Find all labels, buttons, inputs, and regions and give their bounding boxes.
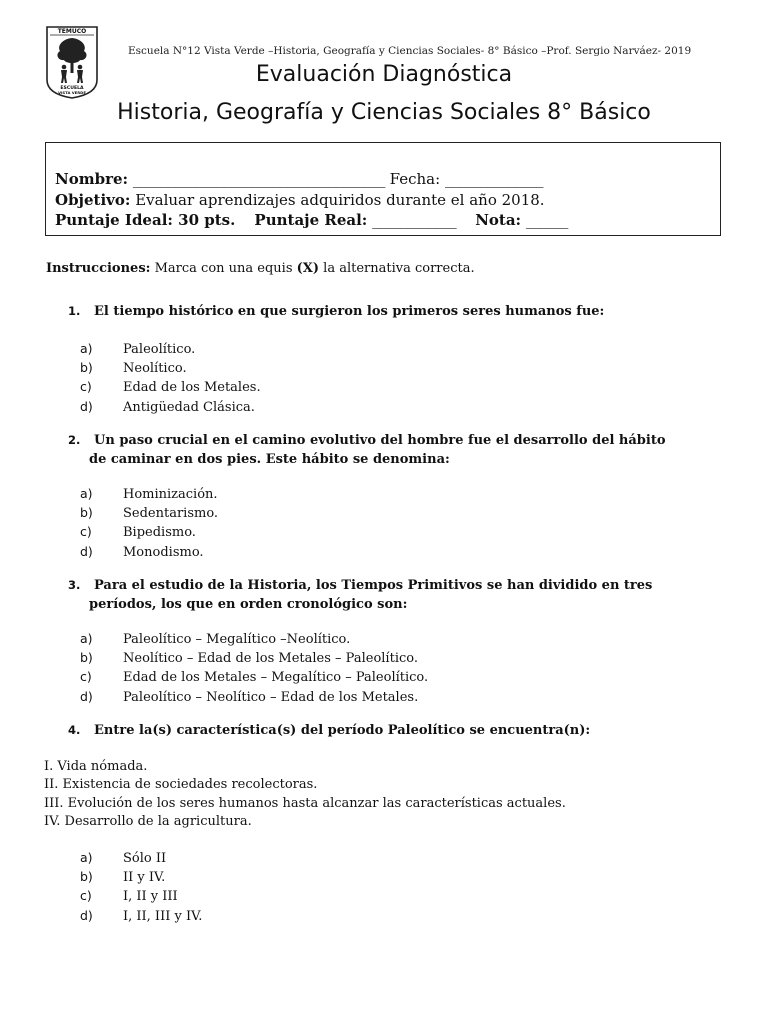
instructions-text-end: la alternativa correcta. [323, 261, 475, 276]
question-3-options [80, 630, 428, 707]
option-c[interactable]: c) Edad de los Metales – Megalítico – Paleolítico. [80, 669, 429, 686]
puntaje-ideal-label: Puntaje Ideal: 30 pts. [55, 211, 236, 229]
option-b[interactable]: b) II y IV. [80, 869, 166, 886]
option-a[interactable]: a) Sólo II [80, 850, 167, 866]
question-4-options [80, 849, 202, 926]
question-text: Para el estudio de la Historia, los Tiempos Primitivos se han dividido en tres [94, 578, 653, 593]
page-title: Evaluación Diagnóstica [255, 62, 513, 87]
nombre-field[interactable]: ____________________________________ [132, 170, 385, 188]
nota-field[interactable]: ______ [525, 211, 568, 229]
objetivo-row [55, 190, 720, 211]
question-2-options [80, 485, 218, 562]
question-1 [68, 302, 722, 321]
question-number: 3. [68, 578, 81, 592]
option-a[interactable]: a) Paleolítico. [80, 341, 196, 357]
objetivo-label: Objetivo: [55, 190, 131, 209]
question-number: 4. [68, 723, 81, 737]
puntaje-real-label: Puntaje Real: [254, 211, 368, 229]
school-header-line: Escuela N°12 Vista Verde –Historia, Geografía y Ciencias Sociales- 8° Básico –Prof. Sergio Narváez- 2019 [128, 45, 692, 57]
instructions-mark: (X) [296, 261, 320, 276]
option-c[interactable]: c) Edad de los Metales. [80, 379, 261, 396]
option-a[interactable]: a) Hominización. [80, 486, 218, 502]
question-text: El tiempo histórico en que surgieron los primeros seres humanos fue: [94, 304, 605, 319]
statement-iii: III. Evolución de los seres humanos hasta alcanzar las características actuales. [44, 795, 566, 811]
svg-text:VISTA VERDE: VISTA VERDE [58, 90, 86, 95]
question-text-cont: de caminar en dos pies. Este hábito se denomina: [89, 452, 450, 467]
option-c[interactable]: c) Bipedismo. [80, 524, 196, 541]
puntaje-real-field[interactable]: ____________ [372, 211, 457, 229]
nota-label: Nota: [475, 211, 522, 229]
question-text: Entre la(s) característica(s) del período Paleolítico se encuentra(n): [94, 723, 591, 738]
fecha-label: Fecha: [389, 170, 441, 188]
nombre-row [55, 169, 720, 190]
svg-text:ESCUELA: ESCUELA [60, 86, 84, 91]
question-text: Un paso crucial en el camino evolutivo del hombre fue el desarrollo del hábito [94, 433, 666, 448]
instructions-text: Marca con una equis [154, 261, 293, 276]
option-a[interactable]: a) Paleolítico – Megalítico –Neolítico. [80, 631, 351, 647]
option-d[interactable]: d) Monodismo. [80, 543, 204, 560]
student-info-box [45, 142, 721, 236]
option-d[interactable]: d) I, II, III y IV. [80, 907, 203, 924]
option-d[interactable]: d) Antigüedad Clásica. [80, 398, 255, 415]
option-b[interactable]: b) Sedentarismo. [80, 505, 219, 522]
question-4 [68, 721, 722, 740]
question-2 [68, 431, 722, 469]
option-b[interactable]: b) Neolítico – Edad de los Metales – Paleolítico. [80, 650, 418, 667]
fecha-field[interactable]: ______________ [444, 170, 543, 188]
option-c[interactable]: c) I, II y III [80, 888, 178, 905]
instructions [46, 261, 475, 276]
statement-ii: II. Existencia de sociedades recolectoras. [44, 777, 318, 793]
option-b[interactable]: b) Neolítico. [80, 360, 187, 377]
question-1-options [80, 340, 261, 417]
puntaje-row [55, 210, 720, 231]
nombre-label: Nombre: [55, 170, 129, 188]
question-text-cont: períodos, los que en orden cronológico son: [89, 597, 408, 612]
instructions-label: Instrucciones: [46, 261, 151, 276]
svg-text:TEMUCO: TEMUCO [57, 28, 87, 35]
statement-iv: IV. Desarrollo de la agricultura. [44, 814, 252, 830]
option-d[interactable]: d) Paleolítico – Neolítico – Edad de los Metales. [80, 688, 419, 705]
page-subtitle: Historia, Geografía y Ciencias Sociales 8° Básico [117, 100, 651, 125]
question-number: 1. [68, 304, 81, 318]
statement-i: I. Vida nómada. [44, 759, 148, 774]
objetivo-text: Evaluar aprendizajes adquiridos durante el año 2018. [135, 190, 545, 209]
question-4-statements [44, 758, 566, 832]
question-3 [68, 576, 722, 614]
question-number: 2. [68, 433, 81, 447]
